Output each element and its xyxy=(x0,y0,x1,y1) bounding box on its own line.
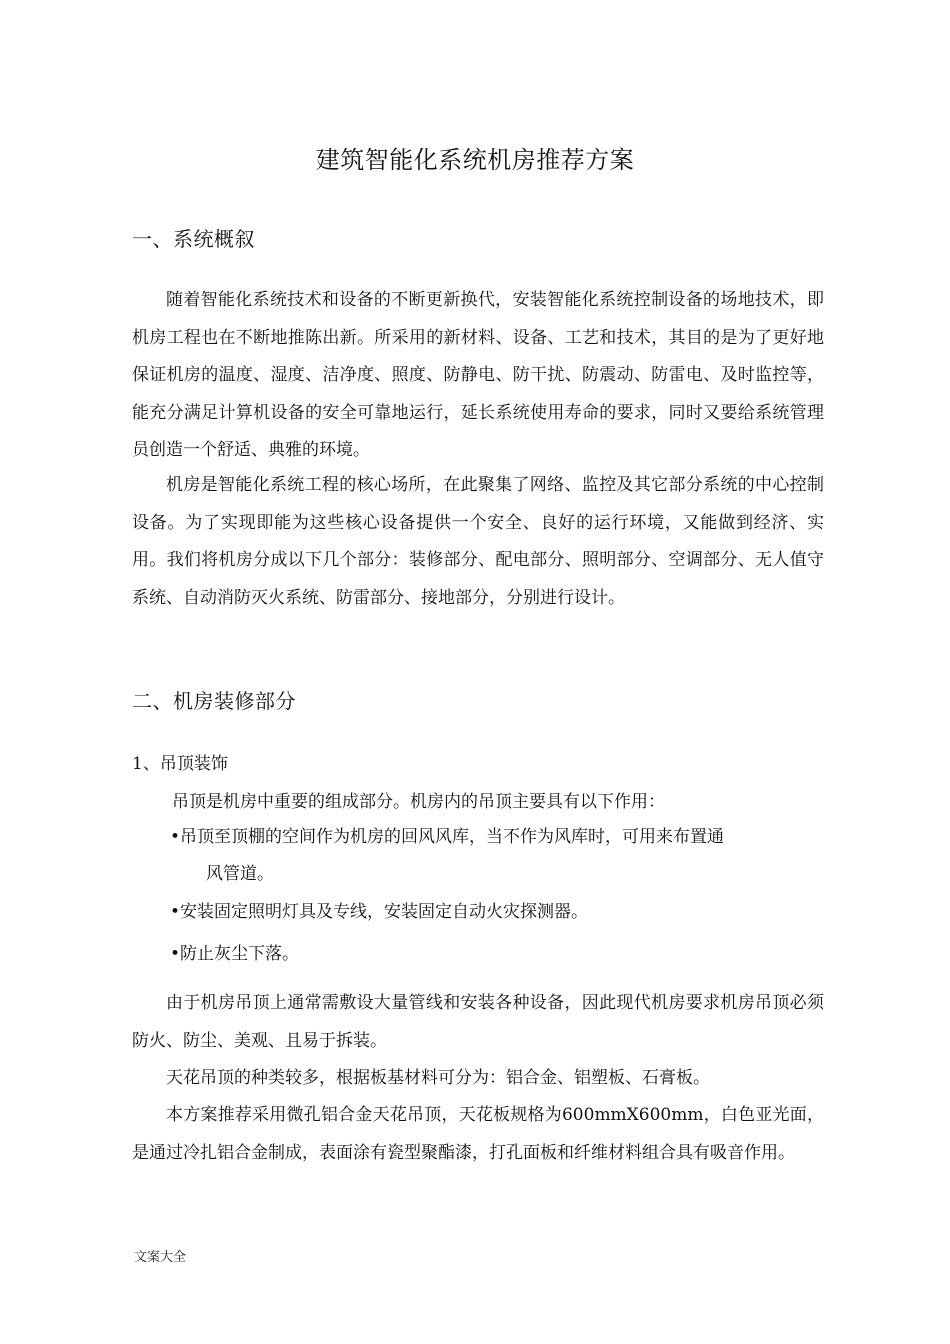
bullet-item-lighting-text: •安装固定照明灯具及专线，安装固定自动火灾探测器。 xyxy=(170,902,589,922)
paragraph-ceiling-intro: 吊顶是机房中重要的组成部分。机房内的吊顶主要具有以下作用： xyxy=(172,792,665,812)
paragraph-overview-2: 机房是智能化系统工程的核心场所，在此聚集了网络、监控及其它部分系统的中心控制设备。为了实现即能为这些核心设备提供一个安全、良好的运行环境，又能做到经济、实用。我们将机房分成以下几个部分：装修部分、配电部分、照明部分、空调部分、无人值守系统、自动消防灭火系统、防雷部分、接地部分，分别进行设计。 xyxy=(132,475,824,608)
paragraph-overview-1: 随着智能化系统技术和设备的不断更新换代，安装智能化系统控制设备的场地技术，即机房工程也在不断地推陈出新。所采用的新材料、设备、工艺和技术，其目的是为了更好地保证机房的温度、湿度、洁净度、照度、防静电、防干扰、防震动、防雷电、及时监控等，能充分满足计算机设备的安全可靠地运行，延长系统使用寿命的要求，同时又要给系统管理员创造一个舒适、典雅的环境。 xyxy=(132,290,824,461)
paragraph-ceiling-recommendation: 本方案推荐采用微孔铝合金天花吊顶，天花板规格为600mmX600mm，白色亚光面，是通过冷扎铝合金制成，表面涂有瓷型聚酯漆，打孔面板和纤维材料组合具有吸音作用。 xyxy=(132,1105,824,1163)
bullet-item-lighting xyxy=(170,894,810,931)
paragraph-ceiling-requirements: 由于机房吊顶上通常需敷设大量管线和安装各种设备，因此现代机房要求机房吊顶必须防火、防尘、美观、且易于拆装。 xyxy=(132,993,824,1051)
bullet-item-airspace-line1: •吊顶至顶棚的空间作为机房的回风风库，当不作为风库时，可用来布置通 xyxy=(170,827,725,847)
bullet-item-dust-text: •防止灰尘下落。 xyxy=(170,944,300,964)
page-footer: 文案大全 xyxy=(134,1250,187,1265)
section-heading-decoration: 二、机房装修部分 xyxy=(132,689,296,713)
paragraph-ceiling-types: 天花吊顶的种类较多，根据板基材料可分为：铝合金、铝塑板、石膏板。 xyxy=(166,1068,710,1088)
section-heading-overview: 一、系统概叙 xyxy=(132,227,255,251)
bullet-item-dust xyxy=(170,936,810,973)
subheading-ceiling: 1、吊顶装饰 xyxy=(132,754,228,774)
bullet-item-airspace xyxy=(170,819,810,893)
bullet-item-airspace-line2: 风管道。 xyxy=(206,864,274,884)
document-title: 建筑智能化系统机房推荐方案 xyxy=(315,146,635,174)
